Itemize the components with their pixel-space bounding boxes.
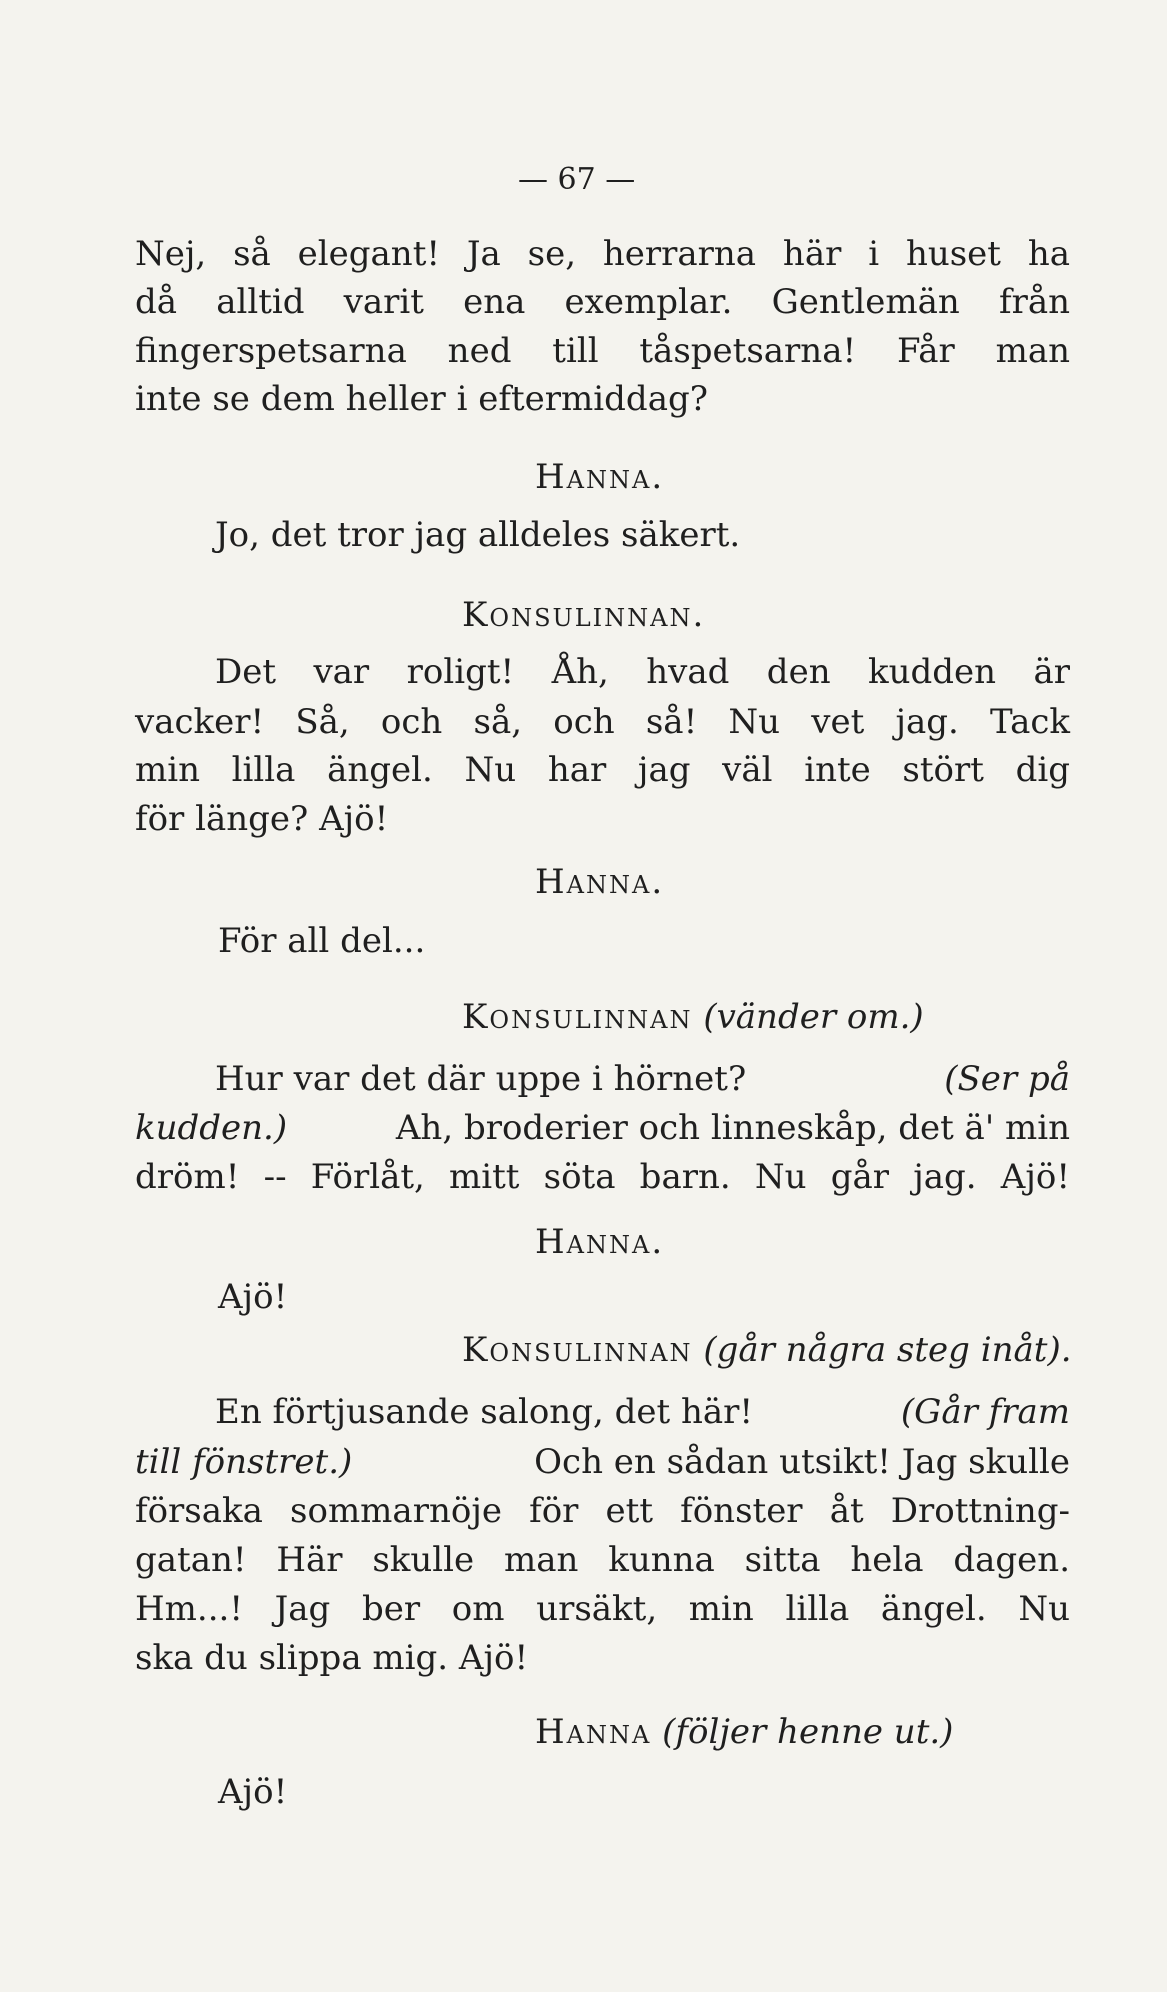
stage-direction: (följer henne ut.) — [662, 1712, 954, 1752]
stage-direction: (Går fram — [900, 1392, 1070, 1432]
text-line: Ajö! — [218, 1772, 288, 1812]
text-line: kudden.) Ah, broderier och linneskåp, det ä' min — [135, 1108, 1070, 1148]
stage-direction: (vänder om.) — [703, 997, 924, 1037]
text-line: Jo, det tror jag alldeles säkert. — [215, 515, 741, 555]
text-line: Hur var det där uppe i hörnet? (Ser på — [215, 1059, 1070, 1099]
stage-direction: kudden.) — [135, 1108, 288, 1148]
text-line: För all del... — [218, 921, 426, 961]
speaker-hanna: Hanna. — [535, 862, 665, 902]
speaker-konsulinnan: Konsulinnan. — [462, 595, 706, 635]
text-line: då alltid varit ena exemplar. Gentlemän från — [135, 282, 1070, 322]
text-line: inte se dem heller i eftermiddag? — [135, 379, 708, 419]
text-line: min lilla ängel. Nu har jag väl inte stört dig — [135, 750, 1070, 790]
text-line: Nej, så elegant! Ja se, herrarna här i huset ha — [135, 234, 1070, 274]
text-line: fingerspetsarna ned till tåspetsarna! Får man — [135, 331, 1070, 371]
speaker-hanna: Hanna. — [535, 457, 665, 497]
speaker-line — [535, 1710, 953, 1754]
text-line: Ajö! — [218, 1277, 288, 1317]
text-line: Hm...! Jag ber om ursäkt, min lilla ängel. Nu — [135, 1589, 1070, 1629]
text-line: för länge? Ajö! — [135, 799, 389, 839]
speaker-konsulinnan: Konsulinnan — [462, 1330, 693, 1370]
text-line: gatan! Här skulle man kunna sitta hela dagen. — [135, 1540, 1070, 1580]
speaker-hanna: Hanna — [535, 1712, 652, 1752]
stage-direction: (Ser på — [944, 1059, 1070, 1099]
text-line: försaka sommarnöje för ett fönster åt Drottning- — [135, 1491, 1070, 1531]
text-line: till fönstret.) Och en sådan utsikt! Jag skulle — [135, 1442, 1070, 1482]
text-line: ska du slippa mig. Ajö! — [135, 1638, 529, 1678]
page-number: — 67 — — [518, 162, 636, 197]
speaker-line — [462, 1328, 1072, 1372]
speaker-line — [462, 995, 924, 1039]
text-line: Det var roligt! Åh, hvad den kudden är — [215, 652, 1070, 692]
text-line: dröm! -- Förlåt, mitt söta barn. Nu går jag. Ajö! — [135, 1157, 1070, 1197]
text-line: En förtjusande salong, det här! (Går fram — [215, 1392, 1070, 1432]
stage-direction: (går några steg inåt). — [703, 1330, 1072, 1370]
speaker-hanna: Hanna. — [535, 1222, 665, 1262]
text-line: vacker! Så, och så, och så! Nu vet jag. Tack — [135, 702, 1070, 742]
stage-direction: till fönstret.) — [135, 1442, 353, 1482]
speaker-konsulinnan: Konsulinnan — [462, 997, 693, 1037]
